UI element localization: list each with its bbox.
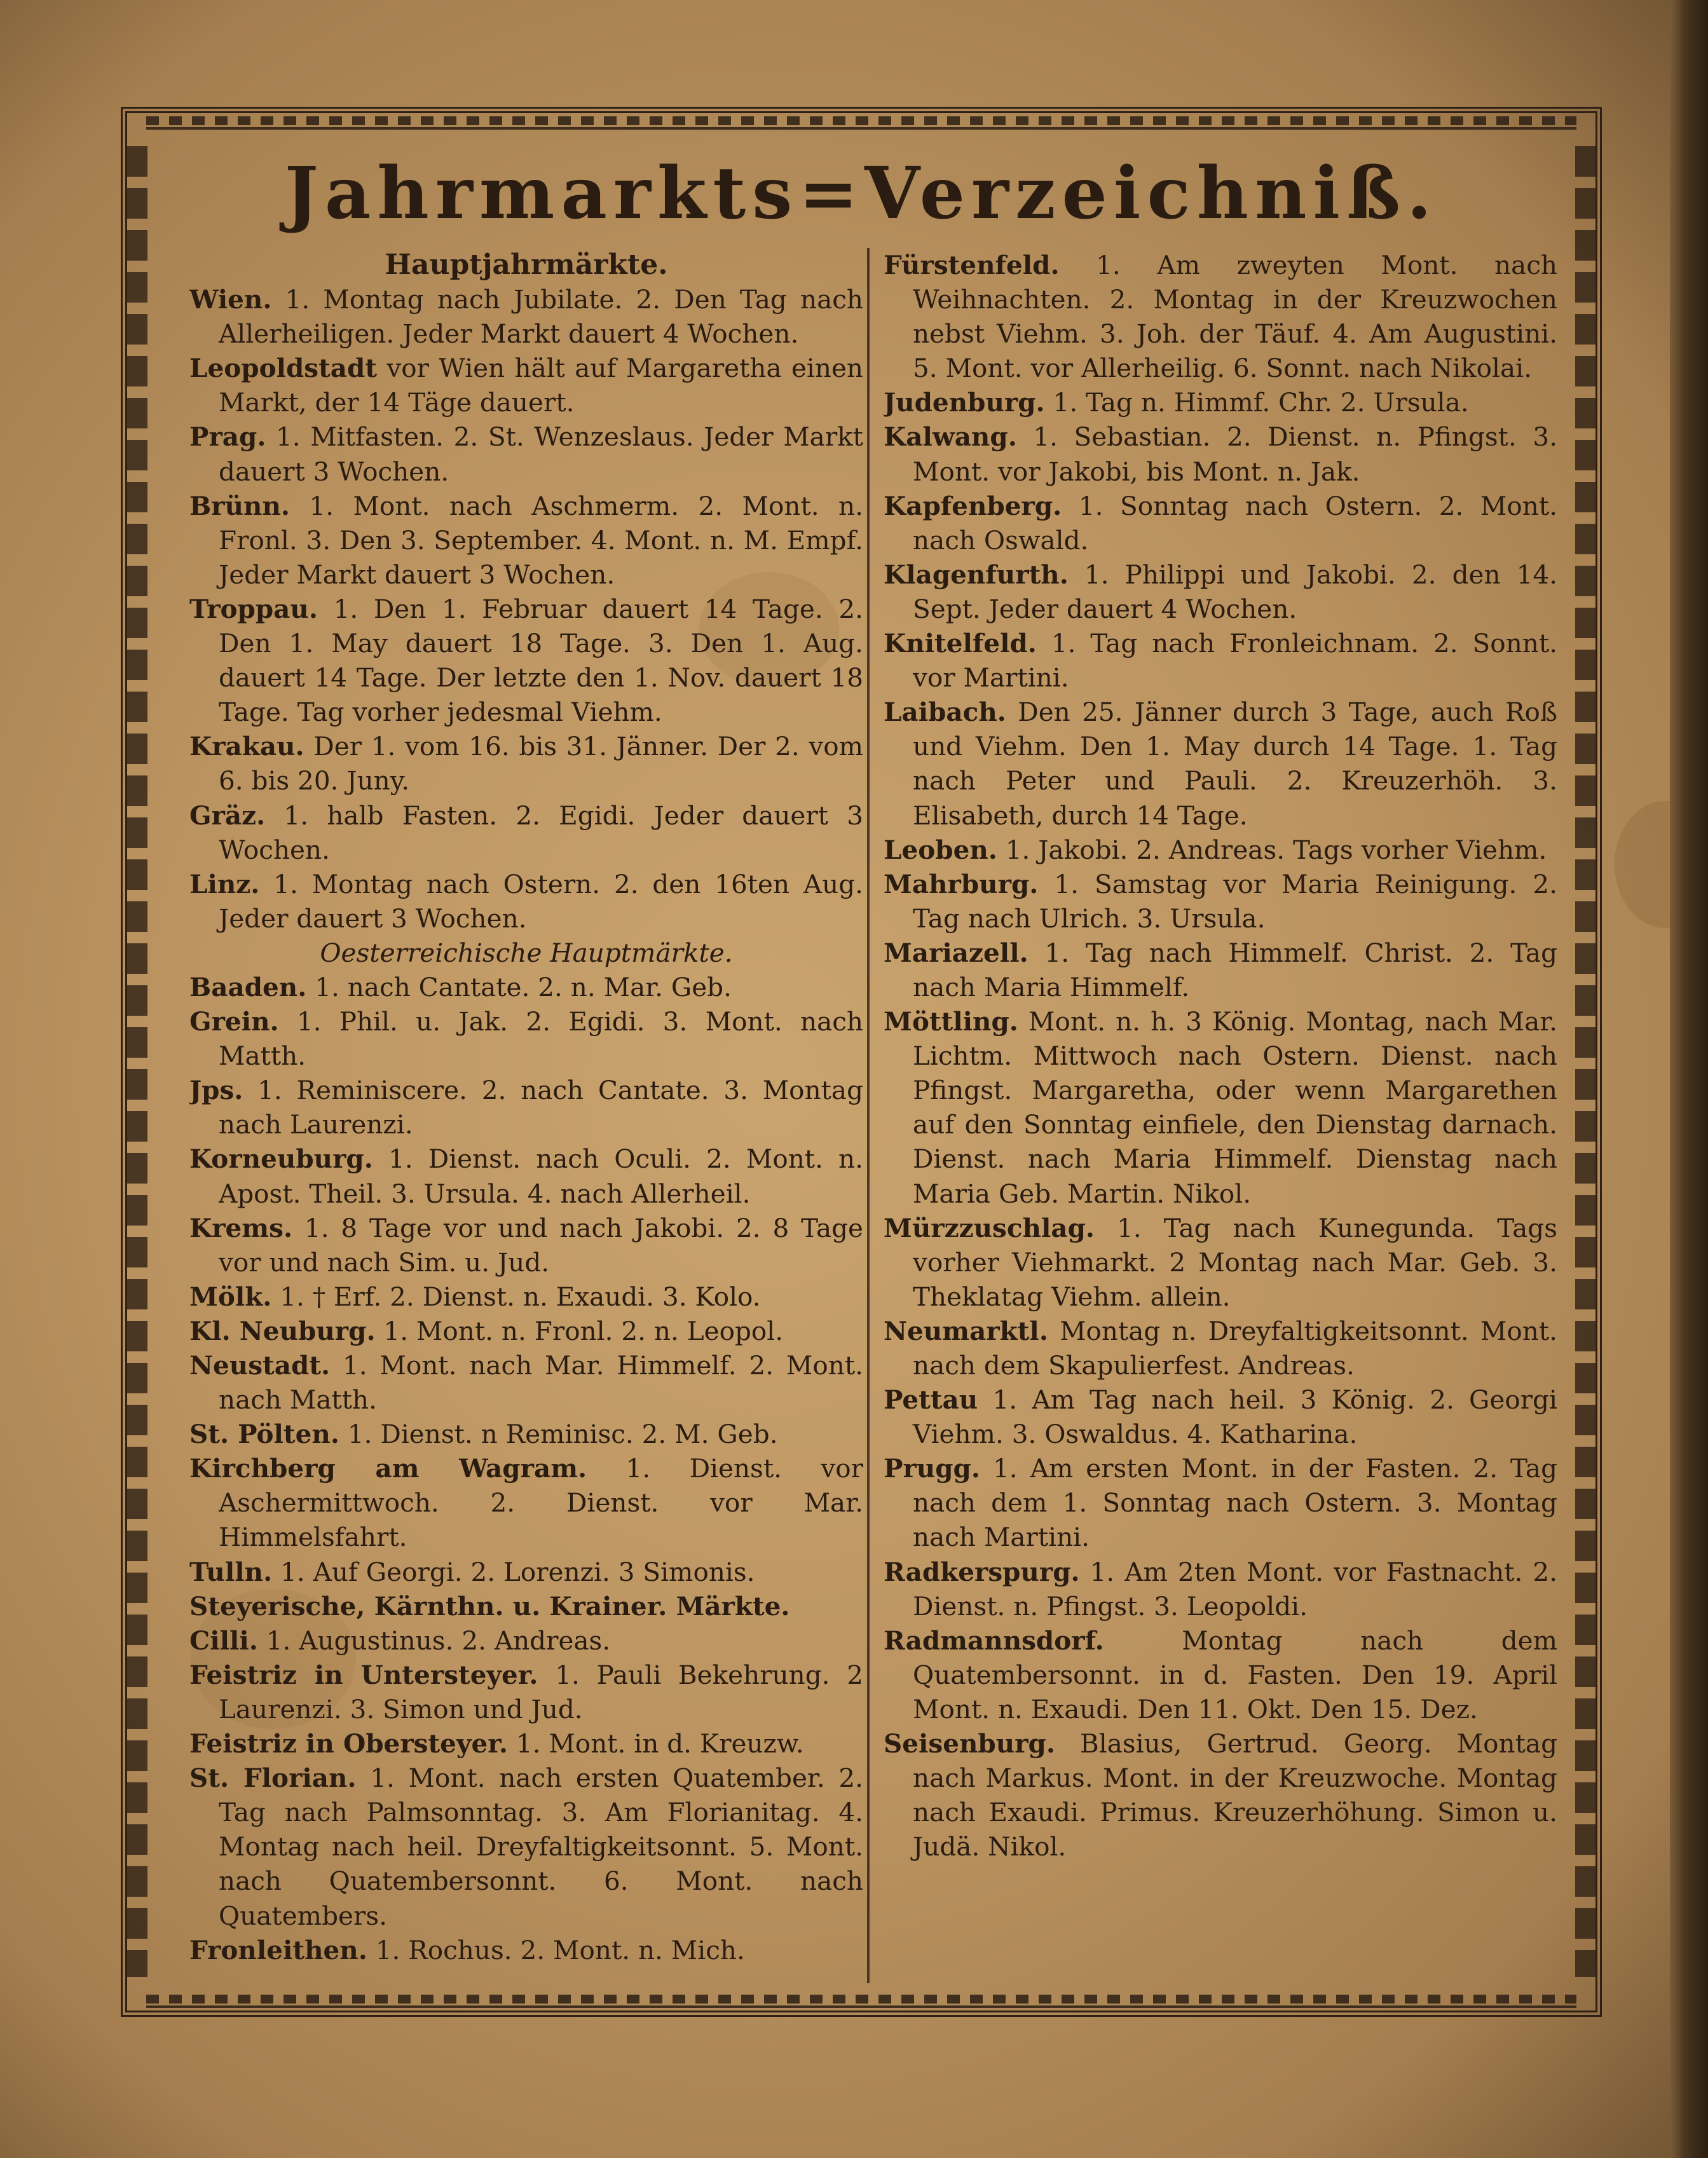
market-dates: 1. Am Tag nach heil. 3 König. 2. Georgi Viehm. 3. Oswaldus. 4. Katharina. xyxy=(913,1384,1557,1450)
market-dates: 1. Philippi und Jakobi. 2. den 14. Sept. Jeder dauert 4 Wochen. xyxy=(913,559,1557,624)
market-place: Möttling. xyxy=(884,1006,1018,1037)
market-dates: 1. Samstag vor Maria Reinigung. 2. Tag nach Ulrich. 3. Ursula. xyxy=(913,868,1557,934)
market-entry xyxy=(884,1451,1557,1554)
market-place: Klagenfurth. xyxy=(884,559,1069,590)
market-dates: 1. Den 1. Februar dauert 14 Tage. 2. Den 1. May dauert 18 Tage. 3. Den 1. Aug. dauert 14 Tage. Der letzte den 1. Nov. dauert 18 Tage. Tag vorher jedesmal Viehm. xyxy=(219,593,863,728)
market-dates: 1. Mont. nach ersten Quatember. 2. Tag nach Palmsonntag. 3. Am Florianitag. 4. Montag nach heil. Dreyfaltigkeitsonnt. 5. Mont. nach Quatembersonnt. 6. Mont. nach Quatembers. xyxy=(219,1763,863,1931)
market-place: Brünn. xyxy=(189,490,290,521)
market-dates: 1. Tag nach Fronleichnam. 2. Sonnt. vor Martini. xyxy=(913,628,1557,693)
market-entry xyxy=(189,489,863,592)
market-entry xyxy=(189,282,863,351)
market-dates: 1. Am ersten Mont. in der Fasten. 2. Tag nach dem 1. Sonntag nach Ostern. 3. Montag nach Martini. xyxy=(913,1453,1557,1553)
market-entry xyxy=(884,695,1557,832)
market-place: Laibach. xyxy=(884,697,1006,728)
market-dates: 1. Dienst. vor Aschermittwoch. 2. Dienst. vor Mar. Himmelsfahrt. xyxy=(219,1453,863,1553)
market-dates: 1. nach Cantate. 2. n. Mar. Geb. xyxy=(315,971,732,1002)
market-entry xyxy=(884,1555,1557,1623)
market-dates: 1. Tag nach Himmelf. Christ. 2. Tag nach Maria Himmelf. xyxy=(913,937,1557,1002)
market-entry xyxy=(189,1761,863,1932)
market-dates: 1. Mont. in d. Kreuzw. xyxy=(516,1728,804,1759)
market-place: Fürstenfeld. xyxy=(884,250,1060,280)
market-dates: 1. 8 Tage vor und nach Jakobi. 2. 8 Tage vor und nach Sim. u. Jud. xyxy=(219,1212,863,1278)
market-entry xyxy=(189,1280,863,1314)
market-dates: Der 1. vom 16. bis 31. Jänner. Der 2. vom 6. bis 20. Juny. xyxy=(219,731,863,796)
market-entry xyxy=(884,248,1557,385)
entry-list xyxy=(884,248,1557,1864)
market-entry xyxy=(189,1142,863,1210)
market-place: Grein. xyxy=(189,1006,279,1037)
market-dates: vor Wien hält auf Margaretha einen Markt, der 14 Täge dauert. xyxy=(219,353,863,418)
ornament-top xyxy=(146,108,1576,133)
market-place: Feistriz in Untersteyer. xyxy=(189,1659,538,1690)
market-dates: 1. † Erf. 2. Dienst. n. Exaudi. 3. Kolo. xyxy=(280,1281,761,1312)
market-dates: 1. Tag nach Kunegunda. Tags vorher Viehmarkt. 2 Montag nach Mar. Geb. 3. Theklatag Viehm. allein. xyxy=(913,1212,1557,1312)
market-entry xyxy=(189,729,863,798)
market-place: Radmannsdorf. xyxy=(884,1625,1104,1656)
market-place: Baaden. xyxy=(189,971,307,1002)
market-place: Leoben. xyxy=(884,834,997,865)
market-entry xyxy=(884,489,1557,557)
market-place: St. Pölten. xyxy=(189,1419,339,1450)
market-place: Krakau. xyxy=(189,731,304,762)
market-dates: Montag nach dem Quatembersonnt. in d. Fasten. Den 19. April Mont. n. Exaudi. Den 11. Okt. Den 15. Dez. xyxy=(913,1625,1557,1724)
market-place: Kalwang. xyxy=(884,421,1017,453)
market-entry xyxy=(884,936,1557,1004)
market-entry xyxy=(189,1314,863,1348)
market-entry xyxy=(884,1383,1557,1451)
market-entry xyxy=(189,1451,863,1554)
market-dates: 1. Jakobi. 2. Andreas. Tags vorher Viehm. xyxy=(1005,834,1547,865)
market-dates: 1. Augustinus. 2. Andreas. xyxy=(266,1625,611,1656)
market-place: Kapfenberg. xyxy=(884,490,1062,521)
market-dates: 1. Mont. nach Mar. Himmelf. 2. Mont. nach Matth. xyxy=(219,1350,863,1416)
market-place: Troppau. xyxy=(189,593,318,624)
market-place: Fronleithen. xyxy=(189,1934,367,1965)
market-entry xyxy=(884,1623,1557,1726)
market-entry xyxy=(189,1623,863,1658)
market-entry xyxy=(884,420,1557,488)
market-dates: 1. Pauli Bekehrung. 2 Laurenzi. 3. Simon und Jud. xyxy=(219,1659,863,1724)
market-entry xyxy=(189,970,863,1004)
ornament-bottom xyxy=(146,1986,1576,2012)
market-entry xyxy=(189,1726,863,1761)
market-entry xyxy=(189,1658,863,1726)
market-place: Jps. xyxy=(189,1075,243,1106)
entry-list xyxy=(189,970,863,1967)
column-divider xyxy=(867,248,870,1983)
market-dates: 1. Sebastian. 2. Dienst. n. Pfingst. 3. Mont. vor Jakobi, bis Mont. n. Jak. xyxy=(913,421,1557,487)
market-entry xyxy=(884,1314,1557,1383)
market-entry xyxy=(189,1211,863,1280)
market-place: Steyerische, Kärnthn. u. Krainer. Märkte. xyxy=(189,1590,790,1622)
market-entry xyxy=(189,1417,863,1451)
market-place: Pettau xyxy=(884,1384,978,1416)
market-entry xyxy=(189,351,863,420)
market-entry xyxy=(884,833,1557,867)
market-dates: Den 25. Jänner durch 3 Tage, auch Roß und Viehm. Den 1. May durch 14 Tage. 1. Tag nach Peter und Pauli. 2. Kreuzerhöh. 3. Elisabeth, durch 14 Tage. xyxy=(913,697,1557,831)
market-place: Radkerspurg. xyxy=(884,1556,1080,1587)
market-place: Leopoldstadt xyxy=(189,353,378,384)
market-entry xyxy=(884,1726,1557,1864)
market-place: Wien. xyxy=(189,284,272,315)
market-dates: 1. Am 2ten Mont. vor Fastnacht. 2. Dienst. n. Pfingst. 3. Leopoldi. xyxy=(913,1556,1557,1622)
market-dates: 1. Reminiscere. 2. nach Cantate. 3. Montag nach Laurenzi. xyxy=(219,1075,863,1140)
market-place: Mahrburg. xyxy=(884,868,1039,899)
market-entry xyxy=(189,1933,863,1967)
market-dates: 1. Auf Georgi. 2. Lorenzi. 3 Simonis. xyxy=(280,1556,755,1587)
market-place: Prag. xyxy=(189,421,266,453)
book-spine xyxy=(1670,0,1708,2158)
market-place: Knitelfeld. xyxy=(884,628,1037,659)
market-dates: 1. Phil. u. Jak. 2. Egidi. 3. Mont. nach Matth. xyxy=(219,1006,863,1072)
market-dates: 1. Tag n. Himmf. Chr. 2. Ursula. xyxy=(1053,387,1469,418)
section-heading: Hauptjahrmärkte. xyxy=(385,249,668,281)
market-place: St. Florian. xyxy=(189,1763,357,1794)
right-column xyxy=(884,248,1557,1983)
ornament-right xyxy=(1575,146,1595,1977)
market-entry xyxy=(884,626,1557,695)
market-entry xyxy=(189,592,863,729)
market-place: Krems. xyxy=(189,1212,293,1243)
market-dates: 1. halb Fasten. 2. Egidi. Jeder dauert 3 Wochen. xyxy=(219,800,863,865)
market-dates: Blasius, Gertrud. Georg. Montag nach Markus. Mont. in der Kreuzwoche. Montag nach Exaudi. Primus. Kreuzerhöhung. Simon u. Judä. Nikol. xyxy=(913,1728,1557,1862)
market-entry xyxy=(189,1555,863,1589)
market-dates: Montag n. Dreyfaltigkeitsonnt. Mont. nach dem Skapulierfest. Andreas. xyxy=(913,1315,1557,1381)
market-place: Neustadt. xyxy=(189,1350,331,1381)
market-place: Judenburg. xyxy=(884,387,1045,418)
market-place: Kl. Neuburg. xyxy=(189,1315,376,1346)
market-place: Gräz. xyxy=(189,800,266,831)
left-column xyxy=(189,248,863,1983)
market-entry xyxy=(189,1348,863,1417)
market-place: Neumarktl. xyxy=(884,1315,1048,1346)
market-dates: 1. Montag nach Ostern. 2. den 16ten Aug. Jeder dauert 3 Wochen. xyxy=(219,868,863,934)
subsection-heading: Oesterreichische Hauptmärkte. xyxy=(320,937,733,968)
market-entry xyxy=(189,1589,863,1623)
market-dates: 1. Montag nach Jubilate. 2. Den Tag nach Allerheiligen. Jeder Markt dauert 4 Wochen. xyxy=(219,284,863,350)
market-place: Mariazell. xyxy=(884,937,1028,968)
entry-list xyxy=(189,282,863,936)
market-dates: 1. Mont. nach Aschmerm. 2. Mont. n. Fronl. 3. Den 3. September. 4. Mont. n. M. Empf. Jeder Markt dauert 3 Wochen. xyxy=(219,490,863,590)
market-dates: 1. Mitfasten. 2. St. Wenzeslaus. Jeder Markt dauert 3 Wochen. xyxy=(219,421,863,487)
market-entry xyxy=(884,385,1557,420)
market-place: Mölk. xyxy=(189,1281,272,1312)
market-place: Cilli. xyxy=(189,1625,258,1656)
market-place: Prugg. xyxy=(884,1453,980,1484)
market-dates: 1. Mont. n. Fronl. 2. n. Leopol. xyxy=(383,1315,784,1346)
market-place: Linz. xyxy=(189,868,260,899)
market-dates: 1. Sonntag nach Ostern. 2. Mont. nach Oswald. xyxy=(913,490,1557,556)
market-place: Tulln. xyxy=(189,1556,273,1587)
market-dates: 1. Rochus. 2. Mont. n. Mich. xyxy=(375,1934,745,1965)
market-entry xyxy=(189,798,863,867)
market-entry xyxy=(884,1004,1557,1211)
ornament-left xyxy=(127,146,147,1977)
market-entry xyxy=(189,867,863,936)
market-dates: 1. Dienst. nach Oculi. 2. Mont. n. Apost. Theil. 3. Ursula. 4. nach Allerheil. xyxy=(219,1144,863,1209)
page-title: Jahrmarkts=Verzeichniß. xyxy=(284,152,1438,235)
market-dates: 1. Am zweyten Mont. nach Weihnachten. 2. Montag in der Kreuzwochen nebst Viehm. 3. Joh. der Täuf. 4. Am Augustini. 5. Mont. vor Allerheilig. 6. Sonnt. nach Nikolai. xyxy=(913,250,1557,384)
market-place: Feistriz in Obersteyer. xyxy=(189,1728,508,1759)
market-entry xyxy=(189,1073,863,1142)
market-place: Kirchberg am Wagram. xyxy=(189,1453,587,1484)
market-place: Mürzzuschlag. xyxy=(884,1212,1095,1243)
market-dates: 1. Dienst. n Reminisc. 2. M. Geb. xyxy=(347,1419,778,1450)
market-entry xyxy=(884,1211,1557,1314)
market-entry xyxy=(189,1004,863,1073)
market-dates: Mont. n. h. 3 König. Montag, nach Mar. Lichtm. Mittwoch nach Ostern. Dienst. nach Pfingst. Margaretha, oder wenn Margarethen auf den Sonntag einfiele, den Dienstag darnach. Dienst. nach Maria Himmelf. Dienstag nach Maria Geb. Martin. Nikol. xyxy=(913,1006,1557,1209)
market-place: Korneuburg. xyxy=(189,1144,373,1175)
market-entry xyxy=(189,420,863,488)
market-place: Seisenburg. xyxy=(884,1728,1055,1759)
market-entry xyxy=(884,557,1557,626)
market-entry xyxy=(884,867,1557,936)
